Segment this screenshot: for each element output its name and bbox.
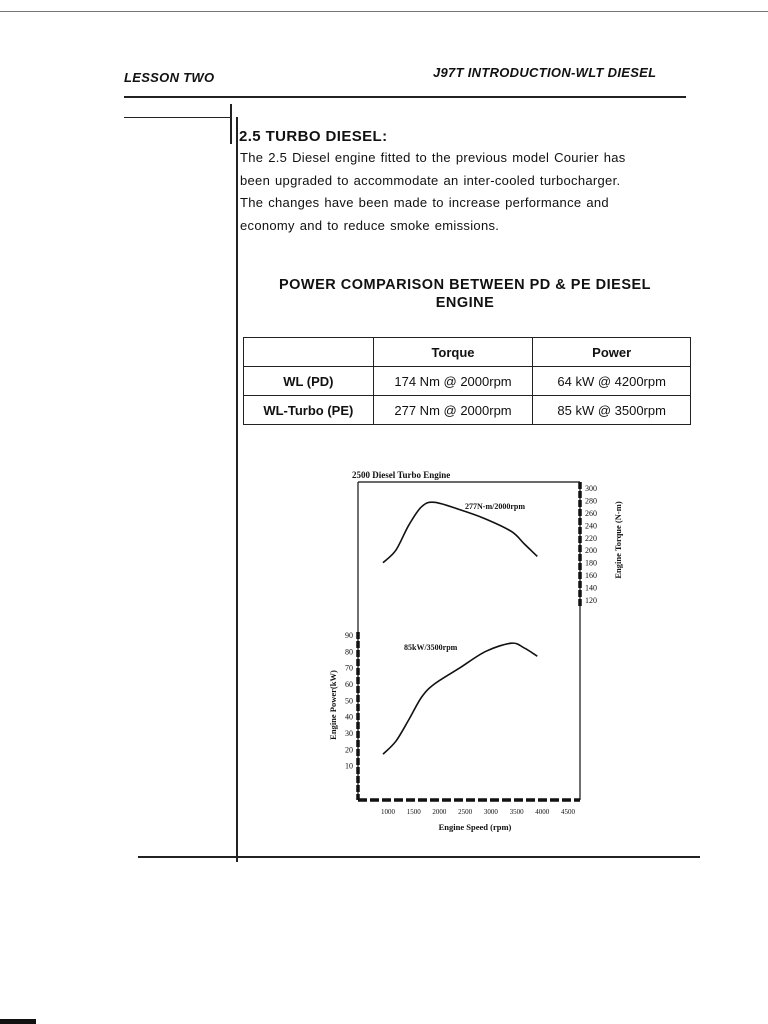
torque-axis <box>580 482 597 608</box>
torque-annotation: 277N-m/2000rpm <box>465 502 525 511</box>
torque-tick-label: 220 <box>585 533 597 543</box>
power-tick-label: 80 <box>345 647 353 657</box>
table-row <box>244 367 691 396</box>
torque-tick-label: 180 <box>585 558 597 568</box>
torque-cell: 174 Nm @ 2000rpm <box>373 367 533 396</box>
x-tick-label: 2000 <box>432 808 447 816</box>
power-cell: 64 kW @ 4200rpm <box>533 367 691 396</box>
torque-tick-label: 200 <box>585 546 597 556</box>
power-axis-label: Engine Power(kW) <box>328 670 338 740</box>
page-top-rule <box>0 11 768 12</box>
paragraph-line: The 2.5 Diesel engine fitted to the previous model Courier has <box>240 150 626 165</box>
margin-rule-left <box>230 104 232 144</box>
margin-rule-vertical <box>236 117 238 862</box>
power-tick-label: 20 <box>345 745 353 755</box>
row-label: WL (PD) <box>244 367 374 396</box>
power-curve <box>383 643 537 754</box>
torque-tick-label: 260 <box>585 508 597 518</box>
power-tick-label: 70 <box>345 663 353 673</box>
comparison-table <box>243 337 691 425</box>
x-tick-label: 3500 <box>509 808 524 816</box>
chart-title: 2500 Diesel Turbo Engine <box>352 470 451 480</box>
x-tick-label: 4000 <box>535 808 550 816</box>
power-axis <box>345 631 358 800</box>
header-rule <box>124 96 686 98</box>
comparison-title-line: ENGINE <box>435 295 495 311</box>
torque-cell: 277 Nm @ 2000rpm <box>373 396 533 425</box>
section-paragraph <box>240 147 690 237</box>
x-tick-label: 1000 <box>381 808 395 816</box>
torque-tick-label: 120 <box>585 596 597 605</box>
torque-tick-label: 240 <box>585 521 597 531</box>
x-tick-label: 2500 <box>458 808 473 816</box>
power-tick-label: 90 <box>345 631 353 640</box>
x-axis <box>358 800 580 816</box>
power-tick-label: 30 <box>345 729 353 738</box>
section-title: 2.5 TURBO DIESEL: <box>239 128 388 145</box>
torque-tick-label: 300 <box>585 484 597 493</box>
comparison-title-line: POWER COMPARISON BETWEEN PD & PE DIESEL <box>278 277 652 293</box>
power-tick-label: 40 <box>345 712 353 722</box>
header-right: J97T INTRODUCTION-WLT DIESEL <box>433 65 657 80</box>
table-header-cell: Power <box>533 338 691 367</box>
torque-tick-label: 160 <box>585 571 597 581</box>
comparison-title <box>240 276 690 312</box>
table-header-row <box>244 338 691 367</box>
x-tick-label: 4500 <box>561 808 575 816</box>
row-label: WL-Turbo (PE) <box>244 396 374 425</box>
x-tick-label: 3000 <box>483 808 498 816</box>
power-cell: 85 kW @ 3500rpm <box>533 396 691 425</box>
paragraph-line: been upgraded to accommodate an inter-cooled turbocharger. <box>240 172 621 188</box>
engine-chart <box>310 460 630 845</box>
torque-axis-label: Engine Torque (N-m) <box>613 501 623 579</box>
power-tick-label: 50 <box>345 696 353 706</box>
table-header-cell: Torque <box>373 338 533 367</box>
chart-frame <box>358 482 580 800</box>
paragraph-line: The changes have been made to increase performance and <box>240 195 609 210</box>
power-tick-label: 10 <box>345 761 353 771</box>
power-tick-label: 60 <box>345 680 353 689</box>
table-row <box>244 396 691 425</box>
margin-rule-short <box>124 117 230 118</box>
footer-rule <box>138 856 700 858</box>
torque-tick-label: 280 <box>585 496 597 506</box>
torque-tick-label: 140 <box>585 583 597 593</box>
paragraph-line: economy and to reduce smoke emissions. <box>240 217 500 233</box>
x-axis-label: Engine Speed (rpm) <box>438 822 512 832</box>
series-layer <box>383 502 537 754</box>
power-annotation: 85kW/3500rpm <box>404 643 458 652</box>
torque-curve <box>383 502 537 563</box>
scan-edge-mark <box>0 1019 36 1024</box>
header-left: LESSON TWO <box>124 70 215 85</box>
table-header-cell <box>244 338 374 367</box>
x-tick-label: 1500 <box>406 808 421 816</box>
